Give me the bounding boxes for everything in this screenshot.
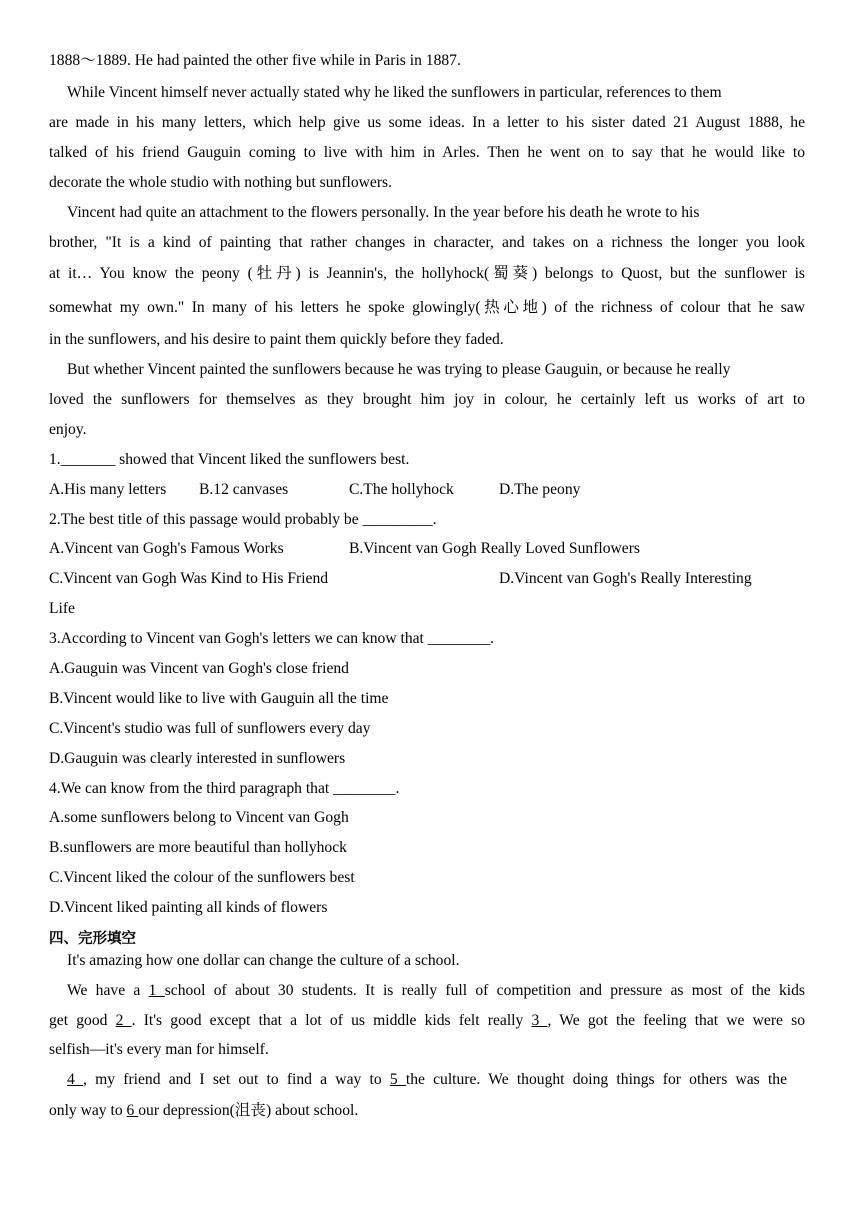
passage-line: are made in his many letters, which help give us some ideas. In a letter to his sister dated 21 August 1888, he <box>49 114 805 131</box>
passage-line: talked of his friend Gauguin coming to live with him in Arles. Then he went on to say that he would like to <box>49 144 805 161</box>
cloze-text: , We got the feeling that we were so <box>547 1012 806 1029</box>
cloze-text: . It's good except that a lot of us middle kids felt really <box>131 1012 532 1029</box>
section-heading: 四、完形填空 <box>49 931 136 947</box>
option-4d: D.Vincent liked painting all kinds of flowers <box>49 899 328 916</box>
option-2c: C.Vincent van Gogh Was Kind to His Friend <box>49 570 329 587</box>
question-1: 1._______ showed that Vincent liked the sunflowers best. <box>49 451 410 468</box>
cloze-line <box>49 1011 805 1031</box>
cloze-line: It's amazing how one dollar can change the culture of a school. <box>67 952 460 969</box>
cloze-text: We have a <box>67 982 149 999</box>
option-3b: B.Vincent would like to live with Gauguin all the time <box>49 690 389 707</box>
cloze-line <box>49 1101 358 1121</box>
cloze-blank-4[interactable]: 4 <box>67 1071 84 1088</box>
option-3c: C.Vincent's studio was full of sunflowers every day <box>49 720 371 737</box>
passage-line: But whether Vincent painted the sunflowers because he was trying to please Gauguin, or because he really <box>67 361 731 378</box>
cloze-line <box>67 1070 787 1090</box>
option-2d-continued: Life <box>49 600 75 617</box>
cloze-line: selfish—it's every man for himself. <box>49 1041 269 1058</box>
passage-line: decorate the whole studio with nothing but sunflowers. <box>49 174 393 191</box>
option-1c: C.The hollyhock <box>349 481 454 498</box>
cloze-text: , my friend and I set out to find a way to <box>83 1071 390 1088</box>
option-4a: A.some sunflowers belong to Vincent van Gogh <box>49 809 349 826</box>
option-1b: B.12 canvases <box>199 481 289 498</box>
option-4b: B.sunflowers are more beautiful than hollyhock <box>49 839 347 856</box>
question-4: 4.We can know from the third paragraph that ________. <box>49 780 400 797</box>
option-2d: D.Vincent van Gogh's Really Interesting <box>499 570 752 587</box>
cloze-blank-6[interactable]: 6 <box>126 1102 139 1119</box>
passage-line: 1888～1889. He had painted the other five while in Paris in 1887. <box>49 52 461 69</box>
option-3d: D.Gauguin was clearly interested in sunflowers <box>49 750 346 767</box>
cloze-text: only way to <box>49 1102 127 1119</box>
passage-line: loved the sunflowers for themselves as they brought him joy in colour, he certainly left us works of art to <box>49 391 805 408</box>
option-1d: D.The peony <box>499 481 581 498</box>
passage-line: somewhat my own." In many of his letters he spoke glowingly(热心地) of the richness of colour that he saw <box>49 299 805 316</box>
cloze-text: the culture. We thought doing things for others was the <box>405 1071 787 1088</box>
question-2: 2.The best title of this passage would probably be _________. <box>49 511 437 528</box>
cloze-blank-5[interactable]: 5 <box>389 1071 406 1088</box>
cloze-text: school of about 30 students. It is really full of competition and pressure as most of the kids <box>164 982 805 999</box>
passage-line: brother, "It is a kind of painting that rather changes in character, and takes on a richness the longer you look <box>49 234 805 251</box>
passage-line: Vincent had quite an attachment to the flowers personally. In the year before his death he wrote to his <box>67 204 700 221</box>
option-2a: A.Vincent van Gogh's Famous Works <box>49 540 284 557</box>
cloze-text: our depression(沮丧) about school. <box>138 1102 359 1119</box>
option-3a: A.Gauguin was Vincent van Gogh's close friend <box>49 660 349 677</box>
question-3: 3.According to Vincent van Gogh's letters we can know that ________. <box>49 630 495 647</box>
passage-line: in the sunflowers, and his desire to paint them quickly before they faded. <box>49 331 504 348</box>
option-2b: B.Vincent van Gogh Really Loved Sunflowers <box>349 540 640 557</box>
passage-line: enjoy. <box>49 421 87 438</box>
cloze-text: get good <box>49 1012 116 1029</box>
passage-line: While Vincent himself never actually stated why he liked the sunflowers in particular, references to them <box>67 84 722 101</box>
option-4c: C.Vincent liked the colour of the sunflowers best <box>49 869 355 886</box>
cloze-line <box>67 981 805 1001</box>
passage-line: at it… You know the peony (牡丹) is Jeannin's, the hollyhock(蜀葵) belongs to Quost, but the sunflower is <box>49 265 805 282</box>
option-1a: A.His many letters <box>49 481 167 498</box>
cloze-blank-1[interactable]: 1 <box>148 982 165 999</box>
cloze-blank-3[interactable]: 3 <box>531 1012 548 1029</box>
cloze-blank-2[interactable]: 2 <box>115 1012 132 1029</box>
